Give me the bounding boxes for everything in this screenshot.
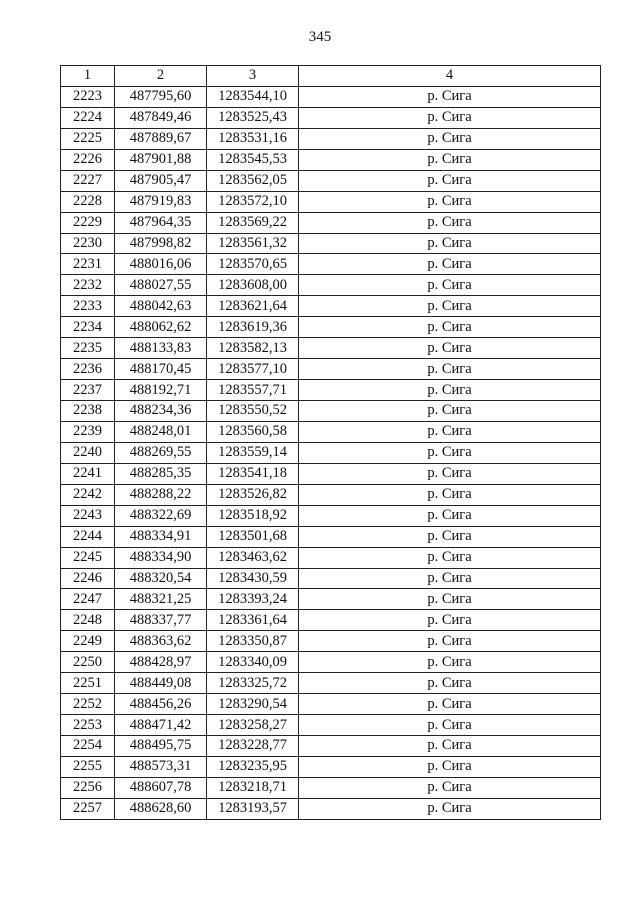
y-coordinate-cell: 1283619,36 bbox=[207, 317, 299, 338]
y-coordinate-cell: 1283525,43 bbox=[207, 107, 299, 128]
point-number-cell: 2245 bbox=[61, 547, 115, 568]
description-cell: р. Сига bbox=[299, 128, 601, 149]
description-cell: р. Сига bbox=[299, 86, 601, 107]
table-row bbox=[61, 86, 601, 107]
point-number-cell: 2243 bbox=[61, 505, 115, 526]
description-cell: р. Сига bbox=[299, 756, 601, 777]
x-coordinate-cell: 487998,82 bbox=[115, 233, 207, 254]
description-cell: р. Сига bbox=[299, 694, 601, 715]
y-coordinate-cell: 1283430,59 bbox=[207, 568, 299, 589]
table-body bbox=[61, 86, 601, 819]
x-coordinate-cell: 488449,08 bbox=[115, 673, 207, 694]
point-number-cell: 2236 bbox=[61, 359, 115, 380]
table-row bbox=[61, 275, 601, 296]
x-coordinate-cell: 487889,67 bbox=[115, 128, 207, 149]
x-coordinate-cell: 488133,83 bbox=[115, 338, 207, 359]
point-number-cell: 2223 bbox=[61, 86, 115, 107]
x-coordinate-cell: 488334,91 bbox=[115, 526, 207, 547]
column-header-2: 2 bbox=[115, 66, 207, 87]
y-coordinate-cell: 1283541,18 bbox=[207, 463, 299, 484]
table-row bbox=[61, 589, 601, 610]
table-row bbox=[61, 673, 601, 694]
table-row bbox=[61, 736, 601, 757]
x-coordinate-cell: 487849,46 bbox=[115, 107, 207, 128]
table-row bbox=[61, 233, 601, 254]
description-cell: р. Сига bbox=[299, 715, 601, 736]
y-coordinate-cell: 1283577,10 bbox=[207, 359, 299, 380]
y-coordinate-cell: 1283393,24 bbox=[207, 589, 299, 610]
table-row bbox=[61, 568, 601, 589]
x-coordinate-cell: 487795,60 bbox=[115, 86, 207, 107]
table-row bbox=[61, 715, 601, 736]
x-coordinate-cell: 488628,60 bbox=[115, 798, 207, 819]
point-number-cell: 2246 bbox=[61, 568, 115, 589]
table-row bbox=[61, 338, 601, 359]
table-row bbox=[61, 798, 601, 819]
point-number-cell: 2242 bbox=[61, 484, 115, 505]
point-number-cell: 2251 bbox=[61, 673, 115, 694]
x-coordinate-cell: 488016,06 bbox=[115, 254, 207, 275]
x-coordinate-cell: 488192,71 bbox=[115, 380, 207, 401]
description-cell: р. Сига bbox=[299, 589, 601, 610]
point-number-cell: 2226 bbox=[61, 149, 115, 170]
y-coordinate-cell: 1283582,13 bbox=[207, 338, 299, 359]
y-coordinate-cell: 1283561,32 bbox=[207, 233, 299, 254]
table-row bbox=[61, 317, 601, 338]
table-row bbox=[61, 442, 601, 463]
x-coordinate-cell: 487901,88 bbox=[115, 149, 207, 170]
y-coordinate-cell: 1283518,92 bbox=[207, 505, 299, 526]
point-number-cell: 2237 bbox=[61, 380, 115, 401]
x-coordinate-cell: 488471,42 bbox=[115, 715, 207, 736]
table-header-row bbox=[61, 66, 601, 87]
table-row bbox=[61, 756, 601, 777]
description-cell: р. Сига bbox=[299, 505, 601, 526]
point-number-cell: 2239 bbox=[61, 421, 115, 442]
y-coordinate-cell: 1283361,64 bbox=[207, 610, 299, 631]
description-cell: р. Сига bbox=[299, 777, 601, 798]
point-number-cell: 2224 bbox=[61, 107, 115, 128]
table-row bbox=[61, 191, 601, 212]
table-row bbox=[61, 401, 601, 422]
table-row bbox=[61, 777, 601, 798]
y-coordinate-cell: 1283560,58 bbox=[207, 421, 299, 442]
description-cell: р. Сига bbox=[299, 254, 601, 275]
point-number-cell: 2248 bbox=[61, 610, 115, 631]
table-row bbox=[61, 149, 601, 170]
x-coordinate-cell: 488062,62 bbox=[115, 317, 207, 338]
point-number-cell: 2252 bbox=[61, 694, 115, 715]
point-number-cell: 2257 bbox=[61, 798, 115, 819]
x-coordinate-cell: 488285,35 bbox=[115, 463, 207, 484]
x-coordinate-cell: 488573,31 bbox=[115, 756, 207, 777]
point-number-cell: 2250 bbox=[61, 652, 115, 673]
y-coordinate-cell: 1283570,65 bbox=[207, 254, 299, 275]
y-coordinate-cell: 1283544,10 bbox=[207, 86, 299, 107]
table-row bbox=[61, 107, 601, 128]
x-coordinate-cell: 488320,54 bbox=[115, 568, 207, 589]
point-number-cell: 2244 bbox=[61, 526, 115, 547]
x-coordinate-cell: 488363,62 bbox=[115, 631, 207, 652]
coordinates-table bbox=[60, 65, 601, 820]
y-coordinate-cell: 1283550,52 bbox=[207, 401, 299, 422]
x-coordinate-cell: 488234,36 bbox=[115, 401, 207, 422]
y-coordinate-cell: 1283235,95 bbox=[207, 756, 299, 777]
description-cell: р. Сига bbox=[299, 547, 601, 568]
y-coordinate-cell: 1283463,62 bbox=[207, 547, 299, 568]
x-coordinate-cell: 488288,22 bbox=[115, 484, 207, 505]
point-number-cell: 2229 bbox=[61, 212, 115, 233]
description-cell: р. Сига bbox=[299, 296, 601, 317]
table-row bbox=[61, 421, 601, 442]
point-number-cell: 2232 bbox=[61, 275, 115, 296]
description-cell: р. Сига bbox=[299, 610, 601, 631]
description-cell: р. Сига bbox=[299, 212, 601, 233]
x-coordinate-cell: 488170,45 bbox=[115, 359, 207, 380]
point-number-cell: 2238 bbox=[61, 401, 115, 422]
x-coordinate-cell: 488495,75 bbox=[115, 736, 207, 757]
point-number-cell: 2256 bbox=[61, 777, 115, 798]
description-cell: р. Сига bbox=[299, 736, 601, 757]
y-coordinate-cell: 1283572,10 bbox=[207, 191, 299, 212]
x-coordinate-cell: 488269,55 bbox=[115, 442, 207, 463]
column-header-4: 4 bbox=[299, 66, 601, 87]
point-number-cell: 2235 bbox=[61, 338, 115, 359]
description-cell: р. Сига bbox=[299, 401, 601, 422]
point-number-cell: 2241 bbox=[61, 463, 115, 484]
table-row bbox=[61, 296, 601, 317]
column-header-1: 1 bbox=[61, 66, 115, 87]
x-coordinate-cell: 488322,69 bbox=[115, 505, 207, 526]
point-number-cell: 2230 bbox=[61, 233, 115, 254]
table-row bbox=[61, 526, 601, 547]
x-coordinate-cell: 488607,78 bbox=[115, 777, 207, 798]
table-row bbox=[61, 547, 601, 568]
table-row bbox=[61, 484, 601, 505]
y-coordinate-cell: 1283258,27 bbox=[207, 715, 299, 736]
column-header-3: 3 bbox=[207, 66, 299, 87]
description-cell: р. Сига bbox=[299, 526, 601, 547]
table-row bbox=[61, 254, 601, 275]
y-coordinate-cell: 1283193,57 bbox=[207, 798, 299, 819]
y-coordinate-cell: 1283218,71 bbox=[207, 777, 299, 798]
y-coordinate-cell: 1283545,53 bbox=[207, 149, 299, 170]
y-coordinate-cell: 1283562,05 bbox=[207, 170, 299, 191]
description-cell: р. Сига bbox=[299, 568, 601, 589]
y-coordinate-cell: 1283559,14 bbox=[207, 442, 299, 463]
table-row bbox=[61, 359, 601, 380]
y-coordinate-cell: 1283621,64 bbox=[207, 296, 299, 317]
description-cell: р. Сига bbox=[299, 233, 601, 254]
point-number-cell: 2253 bbox=[61, 715, 115, 736]
x-coordinate-cell: 487905,47 bbox=[115, 170, 207, 191]
description-cell: р. Сига bbox=[299, 631, 601, 652]
y-coordinate-cell: 1283569,22 bbox=[207, 212, 299, 233]
description-cell: р. Сига bbox=[299, 652, 601, 673]
point-number-cell: 2234 bbox=[61, 317, 115, 338]
description-cell: р. Сига bbox=[299, 191, 601, 212]
point-number-cell: 2247 bbox=[61, 589, 115, 610]
point-number-cell: 2231 bbox=[61, 254, 115, 275]
table-row bbox=[61, 505, 601, 526]
x-coordinate-cell: 488321,25 bbox=[115, 589, 207, 610]
description-cell: р. Сига bbox=[299, 463, 601, 484]
y-coordinate-cell: 1283531,16 bbox=[207, 128, 299, 149]
point-number-cell: 2225 bbox=[61, 128, 115, 149]
description-cell: р. Сига bbox=[299, 380, 601, 401]
y-coordinate-cell: 1283340,09 bbox=[207, 652, 299, 673]
point-number-cell: 2233 bbox=[61, 296, 115, 317]
x-coordinate-cell: 488042,63 bbox=[115, 296, 207, 317]
x-coordinate-cell: 488428,97 bbox=[115, 652, 207, 673]
description-cell: р. Сига bbox=[299, 798, 601, 819]
table-row bbox=[61, 380, 601, 401]
table-row bbox=[61, 128, 601, 149]
description-cell: р. Сига bbox=[299, 107, 601, 128]
y-coordinate-cell: 1283608,00 bbox=[207, 275, 299, 296]
description-cell: р. Сига bbox=[299, 317, 601, 338]
x-coordinate-cell: 488248,01 bbox=[115, 421, 207, 442]
x-coordinate-cell: 488456,26 bbox=[115, 694, 207, 715]
y-coordinate-cell: 1283228,77 bbox=[207, 736, 299, 757]
description-cell: р. Сига bbox=[299, 673, 601, 694]
table-row bbox=[61, 652, 601, 673]
x-coordinate-cell: 487919,83 bbox=[115, 191, 207, 212]
x-coordinate-cell: 487964,35 bbox=[115, 212, 207, 233]
y-coordinate-cell: 1283526,82 bbox=[207, 484, 299, 505]
description-cell: р. Сига bbox=[299, 442, 601, 463]
table-row bbox=[61, 694, 601, 715]
point-number-cell: 2240 bbox=[61, 442, 115, 463]
description-cell: р. Сига bbox=[299, 275, 601, 296]
table-row bbox=[61, 631, 601, 652]
description-cell: р. Сига bbox=[299, 149, 601, 170]
y-coordinate-cell: 1283557,71 bbox=[207, 380, 299, 401]
x-coordinate-cell: 488334,90 bbox=[115, 547, 207, 568]
table-row bbox=[61, 610, 601, 631]
description-cell: р. Сига bbox=[299, 338, 601, 359]
page-number: 345 bbox=[308, 29, 332, 45]
point-number-cell: 2228 bbox=[61, 191, 115, 212]
x-coordinate-cell: 488027,55 bbox=[115, 275, 207, 296]
y-coordinate-cell: 1283325,72 bbox=[207, 673, 299, 694]
point-number-cell: 2255 bbox=[61, 756, 115, 777]
description-cell: р. Сига bbox=[299, 170, 601, 191]
description-cell: р. Сига bbox=[299, 484, 601, 505]
table-row bbox=[61, 212, 601, 233]
x-coordinate-cell: 488337,77 bbox=[115, 610, 207, 631]
table-row bbox=[61, 463, 601, 484]
point-number-cell: 2249 bbox=[61, 631, 115, 652]
y-coordinate-cell: 1283501,68 bbox=[207, 526, 299, 547]
point-number-cell: 2254 bbox=[61, 736, 115, 757]
description-cell: р. Сига bbox=[299, 421, 601, 442]
y-coordinate-cell: 1283350,87 bbox=[207, 631, 299, 652]
point-number-cell: 2227 bbox=[61, 170, 115, 191]
table-row bbox=[61, 170, 601, 191]
description-cell: р. Сига bbox=[299, 359, 601, 380]
y-coordinate-cell: 1283290,54 bbox=[207, 694, 299, 715]
